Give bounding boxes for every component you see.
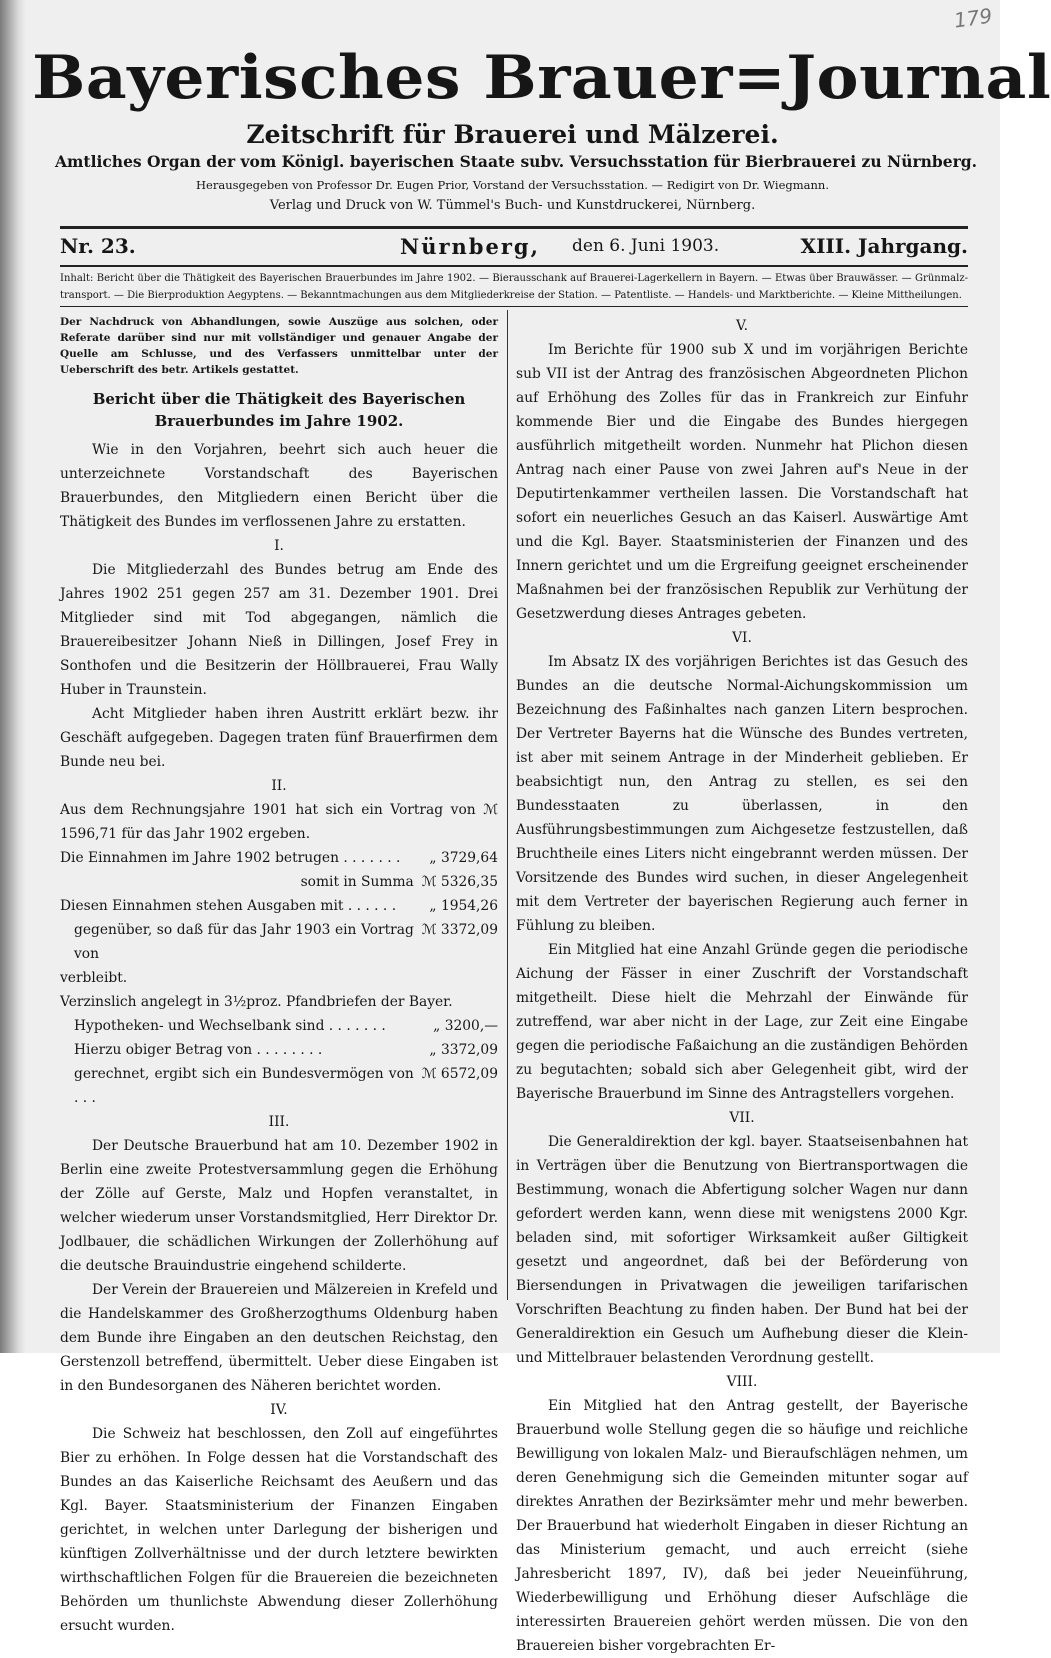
issue-number: Nr. 23.	[60, 234, 136, 258]
account-line-2	[60, 870, 498, 894]
official-organ-line: Amtliches Organ der vom Königl. bayerischen Staate subv. Versuchsstation für Bierbrauerei zu Nürnberg.	[55, 152, 978, 171]
masthead	[32, 38, 1051, 216]
paragraph-1b: Acht Mitglieder haben ihren Austritt erklärt bezw. ihr Geschäft aufgegeben. Dagegen traten fünf Brauerfirmen dem Bunde neu bei.	[60, 706, 498, 770]
account-line-8	[60, 1062, 498, 1110]
page-number-mark: 179	[952, 3, 994, 33]
account-line-5: Verzinslich angelegt in 3½proz. Pfandbriefen der Bayer.	[60, 994, 453, 1010]
journal-subtitle: Zeitschrift für Brauerei und Mälzerei.	[246, 120, 779, 149]
left-column	[60, 314, 498, 1638]
account-label: gegenüber, so daß für das Jahr 1903 ein Vortrag von	[74, 922, 414, 962]
account-value: ℳ 3372,09	[421, 922, 498, 938]
account-label: gerechnet, ergibt sich ein Bundesvermögen von . . .	[74, 1066, 414, 1106]
issue-place: Nürnberg,	[400, 234, 540, 259]
section-number-1: I.	[274, 538, 284, 554]
scan-shadow	[0, 0, 26, 1353]
section-number-8: VIII.	[726, 1374, 758, 1390]
paragraph-1a: Die Mitgliederzahl des Bundes betrug am Ende des Jahres 1902 251 gegen 257 am 31. Dezember 1901. Drei Mitglieder sind mit Tod abgegangen, nämlich die Brauereibesitzer Johann Nieß in Dillingen, Josef Frey in Sonthofen und die Besitzerin der Höllbrauerei, Frau Wally Huber in Traunstein.	[60, 562, 498, 698]
section-number-7: VII.	[729, 1110, 755, 1126]
account-value: ℳ 6572,09	[421, 1066, 498, 1082]
account-value: „ 3200,—	[433, 1018, 498, 1034]
account-label: Diesen Einnahmen stehen Ausgaben mit . . . . . .	[60, 898, 397, 914]
paragraph-6a: Im Absatz IX des vorjährigen Berichtes ist das Gesuch des Bundes an die deutsche Normal-Aichungskommission um Bezeichnung des Faßinhaltes nach ganzen Litern besprochen. Der Vertreter Bayerns hat die Wünsche des Bundes vertreten, ist aber mit seinem Antrage in der Minderheit geblieben. Er beabsichtigt nun, den Antrag zu stellen, es sei den Bundesstaaten zu überlassen, in den Ausführungsbestimmungen zum Aichgesetze festzustellen, daß Bruchtheile eines Liters nicht eingebrannt werden müssen. Der Vorsitzende des Bundes wird suchen, in dieser Angelegenheit mit dem Vertreter der bayerischen Regierung auch ferner in Fühlung zu bleiben.	[516, 654, 968, 934]
paragraph-3b: Der Verein der Brauereien und Mälzereien in Krefeld und die Handelskammer des Großherzogthums Oldenburg haben dem Bunde ihre Eingaben an den deutschen Reichstag, den Gerstenzoll betreffend, übermittelt. Ueber diese Eingaben ist in den Bundesorganen des Näheren berichtet worden.	[60, 1282, 498, 1394]
account-line-4	[60, 918, 498, 966]
account-value: „ 1954,26	[429, 898, 498, 914]
accounts-intro: Aus dem Rechnungsjahre 1901 hat sich ein Vortrag von ℳ 1596,71 für das Jahr 1902 ergeben.	[60, 802, 498, 842]
section-number-5: V.	[736, 318, 748, 334]
account-line-3	[60, 894, 498, 918]
paragraph-5: Im Berichte für 1900 sub X und im vorjährigen Berichte sub VII ist der Antrag des französischen Abgeordneten Plichon auf Erhöhung des Zolles für das in Frankreich zur Einfuhr kommende Bier und die Eingabe des Bundes hiergegen ausführlich mitgetheilt worden. Nunmehr hat Plichon diesen Antrag nach einer Pause von zwei Jahren auf's Neue in der Deputirtenkammer vertheilen lassen. Die Vorstandschaft hat sofort ein neuerliches Gesuch an das Kaiserl. Auswärtige Amt und die Kgl. Bayer. Staatsministerien der Finanzen und des Innern gerichtet und um die Ergreifung geeignet erscheinender Maßnahmen bei der französischen Republik zur Verhütung der Gesetzwerdung dieses Antrages gebeten.	[516, 342, 968, 622]
account-value: „ 3729,64	[429, 850, 498, 866]
section-number-3: III.	[268, 1114, 290, 1130]
account-label: Hierzu obiger Betrag von . . . . . . . .	[74, 1042, 323, 1058]
section-number-2: II.	[271, 778, 287, 794]
column-divider	[507, 310, 508, 1300]
account-label: Die Einnahmen im Jahre 1902 betrugen . . . . . . .	[60, 850, 401, 866]
contents-rule	[60, 306, 968, 307]
paragraph-3a: Der Deutsche Brauerbund hat am 10. Dezember 1902 in Berlin eine zweite Protestversammlung gegen die Erhöhung der Zölle auf Gerste, Malz und Hopfen veranstaltet, in welcher wiederum unser Vorstandsmitglied, Herr Direktor Dr. Jodlbauer, die schädlichen Wirkungen der Zollerhöhung auf die deutsche Brauindustrie eingehend schilderte.	[60, 1138, 498, 1274]
account-line-4-tail: verbleibt.	[60, 970, 128, 986]
paragraph-6b: Ein Mitglied hat eine Anzahl Gründe gegen die periodische Aichung der Fässer in einer Zuschrift der Vorstandschaft mitgetheilt. Diese hielt die Mehrzahl der Einwände für zutreffend, war aber nicht in der Lage, zur Zeit eine Eingabe gegen die periodische Faßaichung an die zuständigen Behörden zu begutachten; sobald sich aber Gelegenheit gibt, wird der Bayerische Brauerbund im Sinne des Antragstellers vorgehen.	[516, 942, 968, 1102]
account-value: ℳ 5326,35	[421, 874, 498, 890]
publisher-line: Verlag und Druck von W. Tümmel's Buch- und Kunstdruckerei, Nürnberg.	[269, 198, 756, 213]
reprint-notice: Der Nachdruck von Abhandlungen, sowie Auszüge aus solchen, oder Referate darüber sind nur mit vollständiger und genauer Angabe der Quelle am Schlusse, und des Verfassers unmittelbar unter der Ueberschrift des betr. Artikels gestattet.	[60, 316, 498, 376]
issue-rule	[60, 265, 968, 267]
account-line-7	[60, 1038, 498, 1062]
issue-line	[60, 234, 968, 264]
section-number-4: IV.	[270, 1402, 288, 1418]
account-line-1	[60, 846, 498, 870]
account-value: „ 3372,09	[429, 1042, 498, 1058]
paragraph-8: Ein Mitglied hat den Antrag gestellt, der Bayerische Brauerbund wolle Stellung gegen die so häufige und reichliche Bewilligung von lokalen Malz- und Bieraufschlägen nehmen, um deren Genehmigung sich die Gemeinden mitunter sogar auf direktes Anrathen der Bezirksämter mehr und mehr bewerben. Der Brauerbund hat wiederholt Eingaben in dieser Richtung an das Ministerium gemacht, und auch erreicht (siehe Jahresbericht 1897, IV), daß bei jeder Neueinführung, Wiederbewilligung und Erhöhung dieser Aufschläge die interessirten Brauereien gehört werden müssen. Die von den Brauereien bisher vorgebrachten Er-	[516, 1398, 968, 1654]
issue-date: den 6. Juni 1903.	[572, 236, 720, 256]
editors-line: Herausgegeben von Professor Dr. Eugen Prior, Vorstand der Versuchsstation. — Redigirt von Dr. Wiegmann.	[196, 178, 829, 192]
paragraph-intro: Wie in den Vorjahren, beehrt sich auch heuer die unterzeichnete Vorstandschaft des Bayerischen Brauerbundes, den Mitgliedern einen Bericht über die Thätigkeit des Bundes im verflossenen Jahre zu erstatten.	[60, 442, 498, 530]
account-line-6	[60, 1014, 498, 1038]
paragraph-4: Die Schweiz hat beschlossen, den Zoll auf eingeführtes Bier zu erhöhen. In Folge dessen hat die Vorstandschaft des Bundes an das Kaiserliche Reichsamt des Aeußern und das Kgl. Bayer. Staatsministerium der Finanzen Eingaben gerichtet, in welchen unter Darlegung der bisherigen und künftigen Zollverhältnisse und der durch letztere bewirkten wirthschaftlichen Folgen für die Brauereien die bezeichneten Behörden um thunlichste Abwendung dieser Zollerhöhung ersucht wurden.	[60, 1426, 498, 1634]
article-heading: Bericht über die Thätigkeit des Bayerischen Brauerbundes im Jahre 1902.	[92, 390, 466, 430]
table-of-contents: Inhalt: Bericht über die Thätigkeit des Bayerischen Brauerbundes im Jahre 1902. — Bierausschank auf Brauerei-Lagerkellern in Bayern. — Etwas über Brauwässer. — Grünmalz-transport. — Die Bierproduktion Aegyptens. — Bekanntmachungen aus dem Mitgliederkreise der Station. — Patentliste. — Handels- und Marktberichte. — Kleine Mittheilungen.	[60, 273, 968, 301]
right-column	[516, 314, 968, 1658]
masthead-rule	[60, 226, 968, 229]
issue-volume: XIII. Jahrgang.	[800, 234, 968, 258]
journal-title: Bayerisches Brauer=Journal	[32, 43, 1051, 113]
paragraph-7: Die Generaldirektion der kgl. bayer. Staatseisenbahnen hat in Verträgen über die Benutzung von Biertransportwagen die Bestimmung, wonach die Abfertigung solcher Wagen nur dann gefordert werden kann, wenn diese mit wenigstens 2000 Kgr. beladen sind, mit sofortiger Wirksamkeit außer Giltigkeit gesetzt und angeordnet, daß bei der Beförderung von Biersendungen in Privatwagen die jeweiligen tarifarischen Vorschriften Beachtung zu finden haben. Der Bund hat bei der Generaldirektion ein Gesuch um Aufhebung dieser die Klein- und Mittelbrauer belastenden Verordnung gestellt.	[516, 1134, 968, 1366]
section-number-6: VI.	[732, 630, 752, 646]
account-label: Hypotheken- und Wechselbank sind . . . . . . .	[74, 1018, 386, 1034]
account-label: somit in Summa	[300, 874, 414, 890]
